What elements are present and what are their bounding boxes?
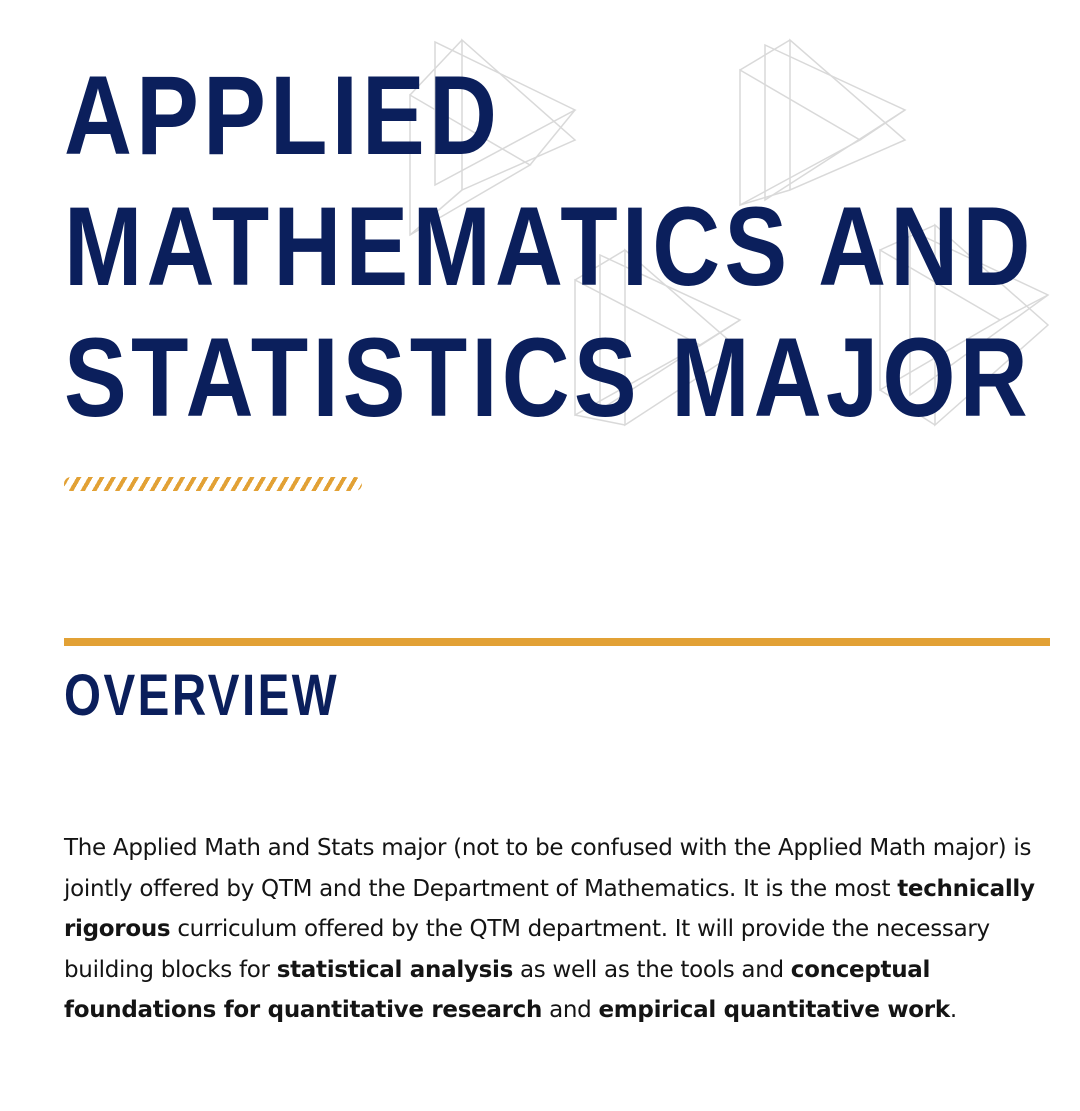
overview-text-2: curriculum offered by the QTM department. It will provide the necessary building blocks for	[64, 916, 990, 983]
overview-emphasis-empirical-work: empirical quantitative work	[598, 997, 950, 1023]
page-title-line-2: MATHEMATICS AND	[64, 184, 1035, 309]
overview-text-3: as well as the tools and	[512, 956, 791, 983]
overview-text-4: and	[542, 997, 599, 1023]
section-divider	[64, 638, 1050, 646]
page-title-line-1: APPLIED	[64, 53, 502, 178]
overview-heading: OVERVIEW	[64, 663, 340, 728]
overview-text-5: .	[949, 997, 957, 1023]
overview-emphasis-technically-rigorous: technically rigorous	[64, 875, 1035, 942]
overview-emphasis-conceptual-foundations: conceptual foundations for quantitative research	[64, 956, 931, 1023]
decorative-hatch-bar	[64, 477, 362, 491]
overview-text-1: The Applied Math and Stats major (not to be confused with the Applied Math major) is jointly offered by QTM and the Department of Mathematics. It is the most	[64, 835, 1032, 902]
page-title	[64, 50, 1035, 443]
overview-paragraph	[64, 828, 1054, 1031]
page-title-line-3: STATISTICS MAJOR	[64, 315, 1032, 440]
overview-emphasis-statistical-analysis: statistical analysis	[276, 956, 513, 983]
